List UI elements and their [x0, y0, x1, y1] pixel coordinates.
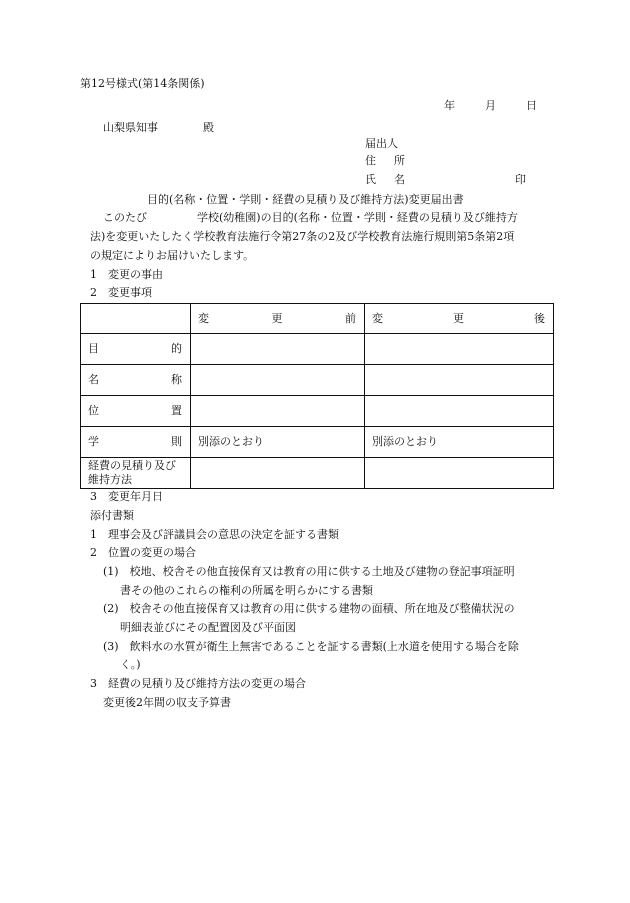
applicant-label: 届出人 — [365, 137, 398, 150]
before-cell — [191, 334, 365, 365]
header-after-char: 更 — [453, 311, 464, 325]
date-line — [444, 99, 537, 113]
table-row — [81, 334, 554, 365]
form-number: 第12号様式(第14条関係) — [80, 77, 205, 90]
row-label-cell — [81, 427, 191, 458]
row-label-char: 名 — [88, 373, 99, 386]
after-cell — [365, 396, 554, 427]
attachment-item-2: 2 位置の変更の場合 — [90, 546, 196, 559]
address-char-1: 住 — [365, 154, 376, 167]
attachment-sub-2-line-2: 明細表並びにその配置図及び平面図 — [120, 621, 296, 634]
header-before-char: 前 — [345, 311, 356, 325]
row-label-char: 位 — [88, 404, 99, 417]
before-cell: 別添のとおり — [191, 427, 365, 458]
item-date-of-change: 3 変更年月日 — [90, 490, 163, 503]
after-cell — [365, 365, 554, 396]
row-label-char: 的 — [171, 342, 182, 355]
body-line-1b: 学校(幼稚園)の目的(名称・位置・学則・経費の見積り及び維持方 — [197, 211, 518, 224]
table-row — [81, 365, 554, 396]
body-line-2: 法)を変更いたしたく学校教育法施行令第27条の2及び学校教育法施行規則第5条第2項 — [90, 230, 515, 243]
date-year: 年 — [444, 99, 455, 112]
attachment-sub-1-line-2: 書その他のこれらの権利の所属を明らかにする書類 — [120, 584, 373, 597]
applicant-name-label — [365, 173, 405, 187]
before-cell — [191, 458, 365, 489]
attachment-sub-2-line-1: (2) 校舎その他直接保育又は教育の用に供する建物の面積、所在地及び整備状況の — [103, 602, 515, 615]
header-after-char: 後 — [534, 311, 545, 325]
body-line-1a: このたび — [103, 211, 147, 224]
header-before-cell — [191, 304, 365, 334]
header-before-char: 更 — [271, 311, 283, 325]
table-row — [81, 427, 554, 458]
addressee-honorific: 殿 — [203, 121, 214, 134]
attachment-item-1: 1 理事会及び評議員会の意思の決定を証する書類 — [90, 528, 339, 541]
header-after-cell — [365, 304, 554, 334]
row-label-char: 則 — [171, 435, 182, 448]
date-day: 日 — [526, 99, 537, 112]
header-before-char: 変 — [198, 311, 209, 325]
row-label-char: 目 — [88, 342, 99, 355]
item-reason: 1 変更の事由 — [90, 268, 163, 281]
address-char-2: 所 — [394, 154, 405, 167]
addressee-name: 山梨県知事 — [103, 121, 158, 134]
name-char-1: 氏 — [365, 173, 376, 186]
attachment-sub-1-line-1: (1) 校地、校舎その他直接保育又は教育の用に供する土地及び建物の登記事項証明 — [103, 565, 515, 578]
applicant-address-label — [365, 154, 405, 168]
body-line-3: の規定によりお届けいたします。 — [90, 249, 255, 262]
table-header-row — [81, 304, 554, 334]
after-cell — [365, 334, 554, 365]
changes-table — [80, 303, 554, 489]
table-row — [81, 458, 554, 489]
name-char-2: 名 — [394, 173, 405, 186]
table-row — [81, 396, 554, 427]
before-cell — [191, 396, 365, 427]
attachments-heading: 添付書類 — [90, 509, 134, 522]
attachment-sub-3-line-1: (3) 飲料水の水質が衛生上無害であることを証する書類(上水道を使用する場合を除 — [103, 640, 519, 653]
item-matters: 2 変更事項 — [90, 286, 152, 299]
seal-mark: 印 — [515, 173, 526, 186]
row-label-cell — [81, 334, 191, 365]
header-after-char: 変 — [372, 311, 383, 325]
header-blank-cell — [81, 304, 191, 334]
attachment-sub-3-line-2: く。) — [120, 658, 141, 671]
row-label-cell — [81, 396, 191, 427]
row-label-char: 置 — [171, 404, 182, 417]
after-cell — [365, 458, 554, 489]
row-label-cell — [81, 365, 191, 396]
attachment-item-3-detail: 変更後2年間の収支予算書 — [103, 696, 231, 709]
row-label-cell: 経費の見積り及び維持方法 — [81, 458, 191, 489]
row-label-char: 称 — [171, 373, 182, 386]
row-label-char: 学 — [88, 435, 99, 448]
date-month: 月 — [485, 99, 496, 112]
attachment-item-3: 3 経費の見積り及び維持方法の変更の場合 — [90, 677, 306, 690]
document-title: 目的(名称・位置・学則・経費の見積り及び維持方法)変更届出書 — [147, 193, 464, 206]
after-cell: 別添のとおり — [365, 427, 554, 458]
before-cell — [191, 365, 365, 396]
